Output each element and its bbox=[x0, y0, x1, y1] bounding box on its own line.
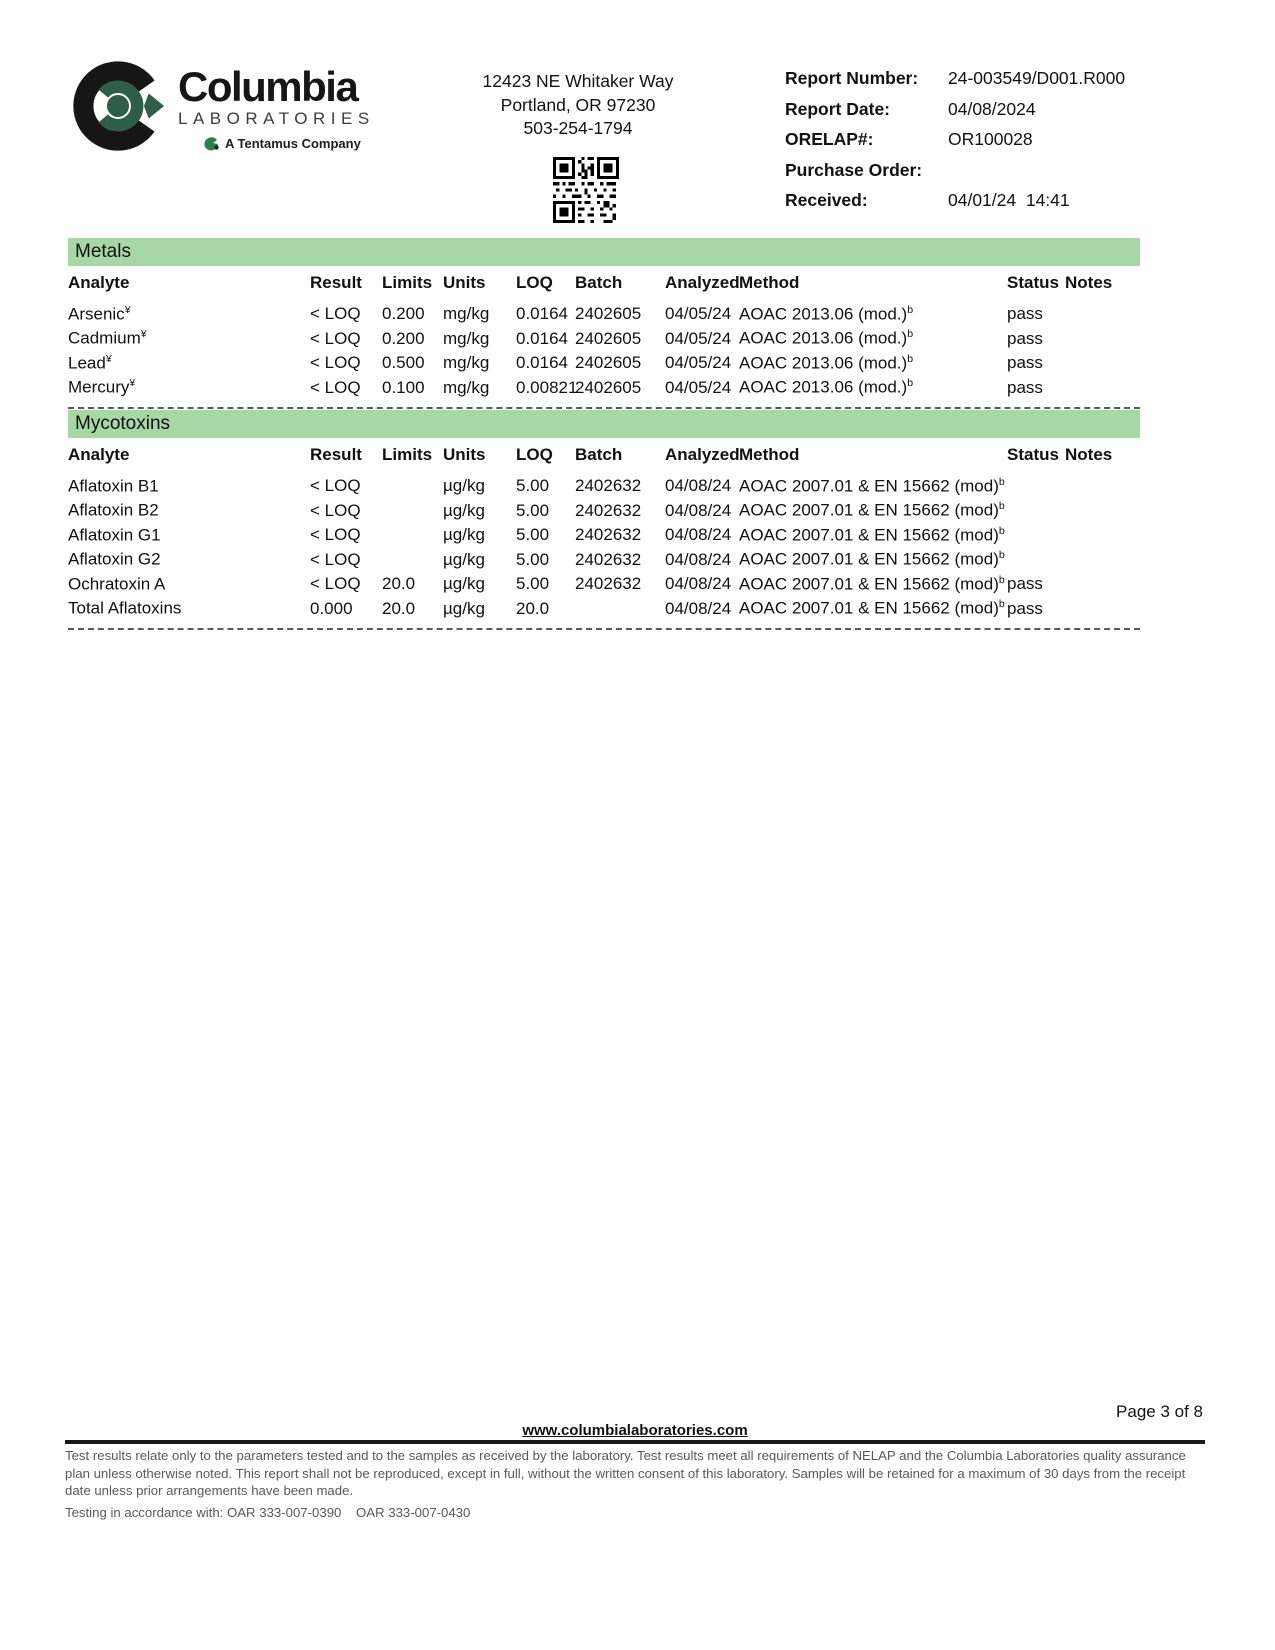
report-info-row bbox=[785, 99, 1155, 130]
batch-cell: 2402605 bbox=[575, 353, 642, 373]
report-info-value: 04/08/2024 bbox=[948, 98, 1036, 119]
website-link[interactable]: www.columbialaboratories.com bbox=[522, 1422, 748, 1439]
batch-cell: 2402605 bbox=[575, 377, 642, 397]
method-footnote-mark: b bbox=[998, 573, 1005, 586]
loq-cell: 5.00 bbox=[516, 525, 550, 545]
status-cell: pass bbox=[1007, 574, 1043, 594]
method-cell: AOAC 2007.01 & EN 15662 (mod)$^b$ bbox=[739, 500, 1005, 521]
mycotoxins-table bbox=[68, 438, 1140, 621]
method-footnote-mark: b bbox=[998, 524, 1005, 537]
status-cell: pass bbox=[1007, 353, 1043, 373]
limits-cell bbox=[382, 548, 443, 573]
brand-subtitle: LABORATORIES bbox=[178, 109, 375, 128]
status-cell: pass bbox=[1007, 377, 1043, 397]
loq-cell: 0.0164 bbox=[516, 328, 568, 348]
page-number: Page 3 of 8 bbox=[1116, 1402, 1203, 1421]
result-cell: 0.000 bbox=[310, 598, 353, 618]
limits-cell: 0.100 bbox=[382, 377, 425, 397]
accordance-text: Testing in accordance with: OAR 333-007-0390 OAR 333-007-0430 bbox=[65, 1504, 471, 1520]
column-header: LOQ bbox=[516, 445, 553, 464]
lab-address bbox=[428, 70, 728, 141]
loq-cell: 5.00 bbox=[516, 500, 550, 520]
notes-cell bbox=[1065, 523, 1140, 548]
analyzed-cell: 04/08/24 bbox=[665, 525, 732, 545]
notes-cell bbox=[1065, 572, 1140, 597]
result-cell: < LOQ bbox=[310, 574, 361, 594]
result-cell: < LOQ bbox=[310, 549, 361, 569]
loq-cell: 0.0164 bbox=[516, 353, 568, 373]
analyzed-cell: 04/05/24 bbox=[665, 328, 732, 348]
notes-cell bbox=[1065, 376, 1140, 401]
mycotoxins-section bbox=[68, 410, 1140, 630]
analyzed-cell: 04/05/24 bbox=[665, 304, 732, 324]
result-cell: < LOQ bbox=[310, 328, 361, 348]
analyte-footnote-mark: ¥ bbox=[140, 328, 147, 341]
report-info-label: ORELAP#: bbox=[785, 129, 874, 149]
table-row bbox=[68, 302, 1140, 327]
method-cell: AOAC 2007.01 & EN 15662 (mod)$^b$ bbox=[739, 549, 1005, 570]
table-row bbox=[68, 523, 1140, 548]
limits-cell: 0.200 bbox=[382, 304, 425, 324]
metals-table bbox=[68, 266, 1140, 400]
column-header: Result bbox=[310, 445, 362, 464]
tagline-text: A Tentamus Company bbox=[225, 136, 361, 151]
limits-cell bbox=[382, 523, 443, 548]
loq-cell: 0.0164 bbox=[516, 304, 568, 324]
batch-cell: 2402632 bbox=[575, 500, 642, 520]
batch-cell: 2402632 bbox=[575, 549, 642, 569]
column-header: Analyzed bbox=[665, 273, 740, 292]
analyzed-cell: 04/05/24 bbox=[665, 353, 732, 373]
column-header: LOQ bbox=[516, 273, 553, 292]
report-info-value: 04/01/24 14:41 bbox=[948, 190, 1070, 210]
metals-header-row bbox=[68, 266, 1140, 302]
column-header: Analyte bbox=[68, 445, 130, 464]
units-cell: mg/kg bbox=[443, 377, 490, 397]
status-cell bbox=[1007, 523, 1065, 548]
qr-code bbox=[553, 157, 619, 223]
tentamus-tagline bbox=[204, 136, 375, 151]
analyte-cell: Ochratoxin A bbox=[68, 574, 166, 594]
method-cell: AOAC 2007.01 & EN 15662 (mod)$^b$ bbox=[739, 524, 1005, 545]
address-street: 12423 NE Whitaker Way bbox=[482, 71, 674, 91]
report-info-label: Received: bbox=[785, 190, 868, 210]
method-footnote-mark: b bbox=[907, 352, 914, 365]
loq-cell: 5.00 bbox=[516, 574, 550, 594]
analyzed-cell: 04/08/24 bbox=[665, 598, 732, 618]
method-footnote-mark: b bbox=[998, 598, 1005, 611]
limits-cell bbox=[382, 474, 443, 499]
analyte-cell: Mercury¥ bbox=[68, 377, 136, 398]
table-row bbox=[68, 597, 1140, 622]
brand-name: Columbia bbox=[178, 63, 358, 110]
method-footnote-mark: b bbox=[998, 549, 1005, 562]
units-cell: µg/kg bbox=[443, 525, 485, 545]
analyte-cell: Lead¥ bbox=[68, 352, 112, 373]
analyte-cell: Arsenic¥ bbox=[68, 303, 131, 324]
limits-cell bbox=[382, 499, 443, 524]
result-cell: < LOQ bbox=[310, 500, 361, 520]
report-info-row bbox=[785, 190, 1155, 221]
notes-cell bbox=[1065, 597, 1140, 622]
column-header: Method bbox=[739, 445, 800, 464]
metals-section bbox=[68, 238, 1140, 409]
table-row bbox=[68, 351, 1140, 376]
report-info-row bbox=[785, 68, 1155, 99]
column-header: Batch bbox=[575, 273, 623, 292]
method-footnote-mark: b bbox=[907, 328, 914, 341]
loq-cell: 0.00821 bbox=[516, 377, 578, 397]
column-header: Analyte bbox=[68, 273, 130, 292]
method-cell: AOAC 2007.01 & EN 15662 (mod)$^b$ bbox=[739, 598, 1005, 619]
section-divider bbox=[68, 628, 1140, 630]
report-info-row bbox=[785, 129, 1155, 160]
analyte-cell: Total Aflatoxins bbox=[68, 599, 182, 619]
result-cell: < LOQ bbox=[310, 476, 361, 496]
method-cell: AOAC 2013.06 $(mod.)^b$ bbox=[739, 328, 914, 349]
page-footer bbox=[65, 1396, 1205, 1520]
column-header: Limits bbox=[382, 273, 433, 292]
method-footnote-mark: b bbox=[907, 377, 914, 390]
tentamus-leaf-icon bbox=[204, 137, 220, 151]
limits-cell: 20.0 bbox=[382, 598, 416, 618]
mycotoxins-section-header: Mycotoxins bbox=[68, 410, 1140, 438]
analyte-footnote-mark: ¥ bbox=[105, 352, 112, 365]
analyte-cell: Aflatoxin G2 bbox=[68, 550, 161, 570]
analyte-cell: Aflatoxin G1 bbox=[68, 525, 161, 545]
notes-cell bbox=[1065, 499, 1140, 524]
batch-cell bbox=[575, 597, 665, 622]
result-cell: < LOQ bbox=[310, 353, 361, 373]
status-cell: pass bbox=[1007, 598, 1043, 618]
loq-cell: 5.00 bbox=[516, 476, 550, 496]
disclaimer-text: Test results relate only to the parameters tested and to the samples as received by the laboratory. Test results meet all requirements of NELAP and the Columbia Laboratories quality assurance plan unless otherwise noted. This report shall not be reproduced, except in full, without the written consent of this laboratory. Samples will be retained for a maximum of 30 days from the receipt date unless prior arrangements have been made. bbox=[65, 1448, 1186, 1499]
status-cell bbox=[1007, 474, 1065, 499]
analyzed-cell: 04/05/24 bbox=[665, 377, 732, 397]
notes-cell bbox=[1065, 302, 1140, 327]
column-header: Units bbox=[443, 445, 486, 464]
status-cell: pass bbox=[1007, 304, 1043, 324]
analyzed-cell: 04/08/24 bbox=[665, 549, 732, 569]
units-cell: µg/kg bbox=[443, 500, 485, 520]
status-cell bbox=[1007, 499, 1065, 524]
limits-cell: 0.500 bbox=[382, 353, 425, 373]
mycotoxins-header-row bbox=[68, 438, 1140, 474]
units-cell: µg/kg bbox=[443, 574, 485, 594]
analyte-footnote-mark: ¥ bbox=[124, 303, 131, 316]
analyte-cell: Aflatoxin B2 bbox=[68, 501, 159, 521]
table-row bbox=[68, 499, 1140, 524]
batch-cell: 2402605 bbox=[575, 328, 642, 348]
notes-cell bbox=[1065, 351, 1140, 376]
units-cell: mg/kg bbox=[443, 304, 490, 324]
table-row bbox=[68, 572, 1140, 597]
column-header: Notes bbox=[1065, 445, 1113, 464]
column-header: Result bbox=[310, 273, 362, 292]
column-header: Units bbox=[443, 273, 486, 292]
notes-cell bbox=[1065, 548, 1140, 573]
report-info-value: OR100028 bbox=[948, 129, 1033, 149]
limits-cell: 20.0 bbox=[382, 574, 416, 594]
columbia-c-logo-icon bbox=[70, 58, 166, 154]
report-info-label: Purchase Order: bbox=[785, 159, 923, 180]
column-header: Notes bbox=[1065, 273, 1113, 292]
units-cell: µg/kg bbox=[443, 598, 485, 618]
batch-cell: 2402632 bbox=[575, 574, 642, 594]
columbia-labs-logo bbox=[70, 58, 375, 154]
column-header: Status bbox=[1007, 445, 1059, 464]
result-cell: < LOQ bbox=[310, 525, 361, 545]
method-footnote-mark: b bbox=[907, 303, 914, 316]
method-footnote-mark: b bbox=[998, 500, 1005, 513]
method-cell: AOAC 2007.01 & EN 15662 (mod)$^b$ bbox=[739, 573, 1005, 594]
batch-cell: 2402632 bbox=[575, 476, 642, 496]
units-cell: mg/kg bbox=[443, 328, 490, 348]
loq-cell: 5.00 bbox=[516, 549, 550, 569]
loq-cell: 20.0 bbox=[516, 598, 550, 618]
metals-section-header: Metals bbox=[68, 238, 1140, 266]
column-header: Method bbox=[739, 273, 800, 292]
report-info-label: Report Number: bbox=[785, 68, 919, 88]
analyte-cell: Aflatoxin B1 bbox=[68, 476, 159, 496]
status-cell: pass bbox=[1007, 328, 1043, 348]
column-header: Limits bbox=[382, 445, 433, 464]
units-cell: µg/kg bbox=[443, 476, 485, 496]
limits-cell: 0.200 bbox=[382, 328, 425, 348]
report-info-value: 24-003549/D001.R000 bbox=[948, 68, 1126, 88]
column-header: Batch bbox=[575, 445, 623, 464]
section-divider bbox=[68, 407, 1140, 409]
result-cell: < LOQ bbox=[310, 304, 361, 324]
analyzed-cell: 04/08/24 bbox=[665, 476, 732, 496]
batch-cell: 2402605 bbox=[575, 304, 642, 324]
result-cell: < LOQ bbox=[310, 377, 361, 397]
address-phone: 503-254-1794 bbox=[523, 118, 633, 138]
table-row bbox=[68, 327, 1140, 352]
method-footnote-mark: b bbox=[998, 475, 1005, 488]
status-cell bbox=[1007, 548, 1065, 573]
report-info-block bbox=[785, 68, 1155, 221]
address-city: Portland, OR 97230 bbox=[500, 94, 656, 115]
table-row bbox=[68, 376, 1140, 401]
analyzed-cell: 04/08/24 bbox=[665, 574, 732, 594]
report-info-label: Report Date: bbox=[785, 98, 891, 119]
analyzed-cell: 04/08/24 bbox=[665, 500, 732, 520]
method-cell: AOAC 2007.01 & EN 15662 (mod)$^b$ bbox=[739, 475, 1005, 496]
units-cell: µg/kg bbox=[443, 549, 485, 569]
method-cell: AOAC 2013.06 $(mod.)^b$ bbox=[739, 352, 914, 373]
batch-cell: 2402632 bbox=[575, 525, 642, 545]
table-row bbox=[68, 474, 1140, 499]
analyte-footnote-mark: ¥ bbox=[129, 377, 136, 390]
table-row bbox=[68, 548, 1140, 573]
notes-cell bbox=[1065, 327, 1140, 352]
footer-rule bbox=[65, 1440, 1205, 1444]
column-header: Status bbox=[1007, 273, 1059, 292]
notes-cell bbox=[1065, 474, 1140, 499]
column-header: Analyzed bbox=[665, 445, 740, 464]
analyte-cell: Cadmium¥ bbox=[68, 328, 147, 349]
report-info-row bbox=[785, 160, 1155, 191]
method-cell: AOAC 2013.06 $(mod.)^b$ bbox=[739, 303, 914, 324]
method-cell: AOAC 2013.06 $(mod.)^b$ bbox=[739, 377, 914, 398]
units-cell: mg/kg bbox=[443, 353, 490, 373]
